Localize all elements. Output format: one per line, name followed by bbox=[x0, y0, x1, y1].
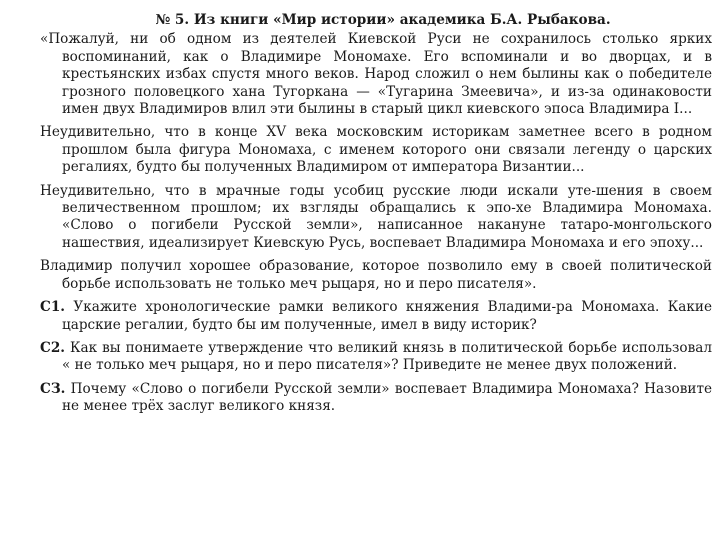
document-page bbox=[40, 12, 712, 422]
question-c3 bbox=[40, 381, 712, 416]
paragraph-4: Владимир получил хорошее образование, которое позволило ему в своей политической борьбе использовать не только меч рыцаря, но и перо писателя». bbox=[40, 258, 712, 292]
question-c3-label: СЗ. bbox=[40, 380, 66, 397]
document-title: № 5. Из книги «Мир истории» академика Б.А. Рыбакова. bbox=[155, 12, 611, 28]
question-c2 bbox=[40, 340, 712, 375]
question-c2-text: Как вы понимаете утверждение что великий князь в политической борьбе использовал « не только меч рыцаря, но и перо писателя»? Приведите не менее двух положений. bbox=[62, 339, 712, 374]
question-c1 bbox=[40, 299, 712, 334]
question-c1-text: Укажите хронологические рамки великого княжения Владими-ра Мономаха. Какие царские регалии, будто бы им полученные, имел в виду историк? bbox=[62, 299, 712, 333]
question-c3-text: Почему «Слово о погибели Русской земли» воспевает Владимира Мономаха? Назовите не менее трёх заслуг великого князя. bbox=[62, 380, 713, 415]
paragraph-3: Неудивительно, что в мрачные годы усобиц русские люди искали уте-шения в своем величественном прошлом; их взгляды обращались к эпо-хе Владимира Мономаха. «Слово о погибели Русской земли», написанное накануне татаро-монгольского нашествия, идеализирует Киевскую Русь, воспевает Владимира Мономаха и его эпоху... bbox=[40, 182, 712, 251]
paragraph-2: Неудивительно, что в конце XV века московским историкам заметнее всего в родном прошлом была фигура Мономаха, с именем которого они связали легенду о царских регалиях, будто бы полученных Владимиром от императора Византии... bbox=[40, 124, 712, 176]
question-c2-label: С2. bbox=[40, 339, 66, 356]
question-c1-label: С1. bbox=[40, 299, 66, 316]
paragraph-1: «Пожалуй, ни об одном из деятелей Киевской Руси не сохранилось столько ярких воспоминаний, как о Владимире Мономахе. Его вспоминали и во дворцах, и в крестьянских избах спустя много веков. Народ сложил о нем былины как о победителе грозного половецкого хана Тугоркана — «Тугарина Змеевича», и из-за одинаковости имен двух Владимиров влил эти былины в старый цикл киевского эпоса Владимира I... bbox=[40, 31, 712, 118]
